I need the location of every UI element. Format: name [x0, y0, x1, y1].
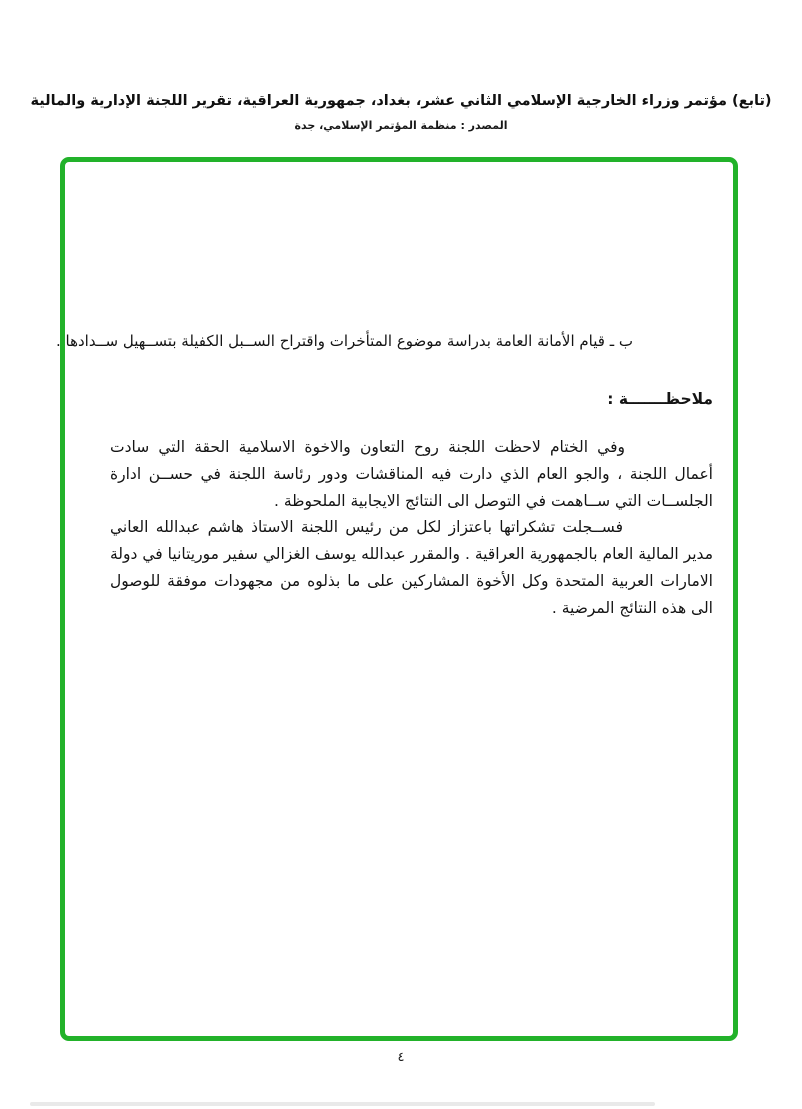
document-highlight-frame — [55, 157, 738, 1041]
note-heading: ملاحظـــــــة : — [607, 390, 713, 408]
document-source-line: المصدر : منظمة المؤتمر الإسلامي، جدة — [294, 119, 508, 132]
closing-paragraph-2: فســجلت تشكراتها باعتزاز لكل من رئيس اللجنة الاستاذ هاشم عبدالله العاني مدير المالية العام بالجمهورية العراقية . والمقرر عبدالله يوسف الغزالي سفير موريتانيا في دولة الامارات العربية المتحدة وكل الأخوة المشاركين على ما بذلوه من مجهودات موفقة للوصول الى هذه النتائج المرضية . — [110, 518, 713, 617]
closing-paragraph-1: وفي الختام لاحظت اللجنة روح التعاون والاخوة الاسلامية الحقة التي سادت أعمال اللجنة ، والجو العام الذي دارت فيه المناقشات ودور رئاسة اللجنة في حســن ادارة الجلســات التي ســاهمت في التوصل الى النتائج الايجابية الملحوظة . — [110, 438, 713, 510]
bottom-divider — [30, 1102, 655, 1106]
list-item-b: ب ـ قيام الأمانة العامة بدراسة موضوع المتأخرات واقتراح الســبل الكفيلة بتســهيل ســدادها . — [55, 332, 633, 350]
document-header-title: (تابع) مؤتمر وزراء الخارجية الإسلامي الثاني عشر، بغداد، جمهورية العراقية، تقرير اللجنة الإدارية والمالية — [30, 93, 772, 109]
page-number: ٤ — [397, 1050, 405, 1065]
